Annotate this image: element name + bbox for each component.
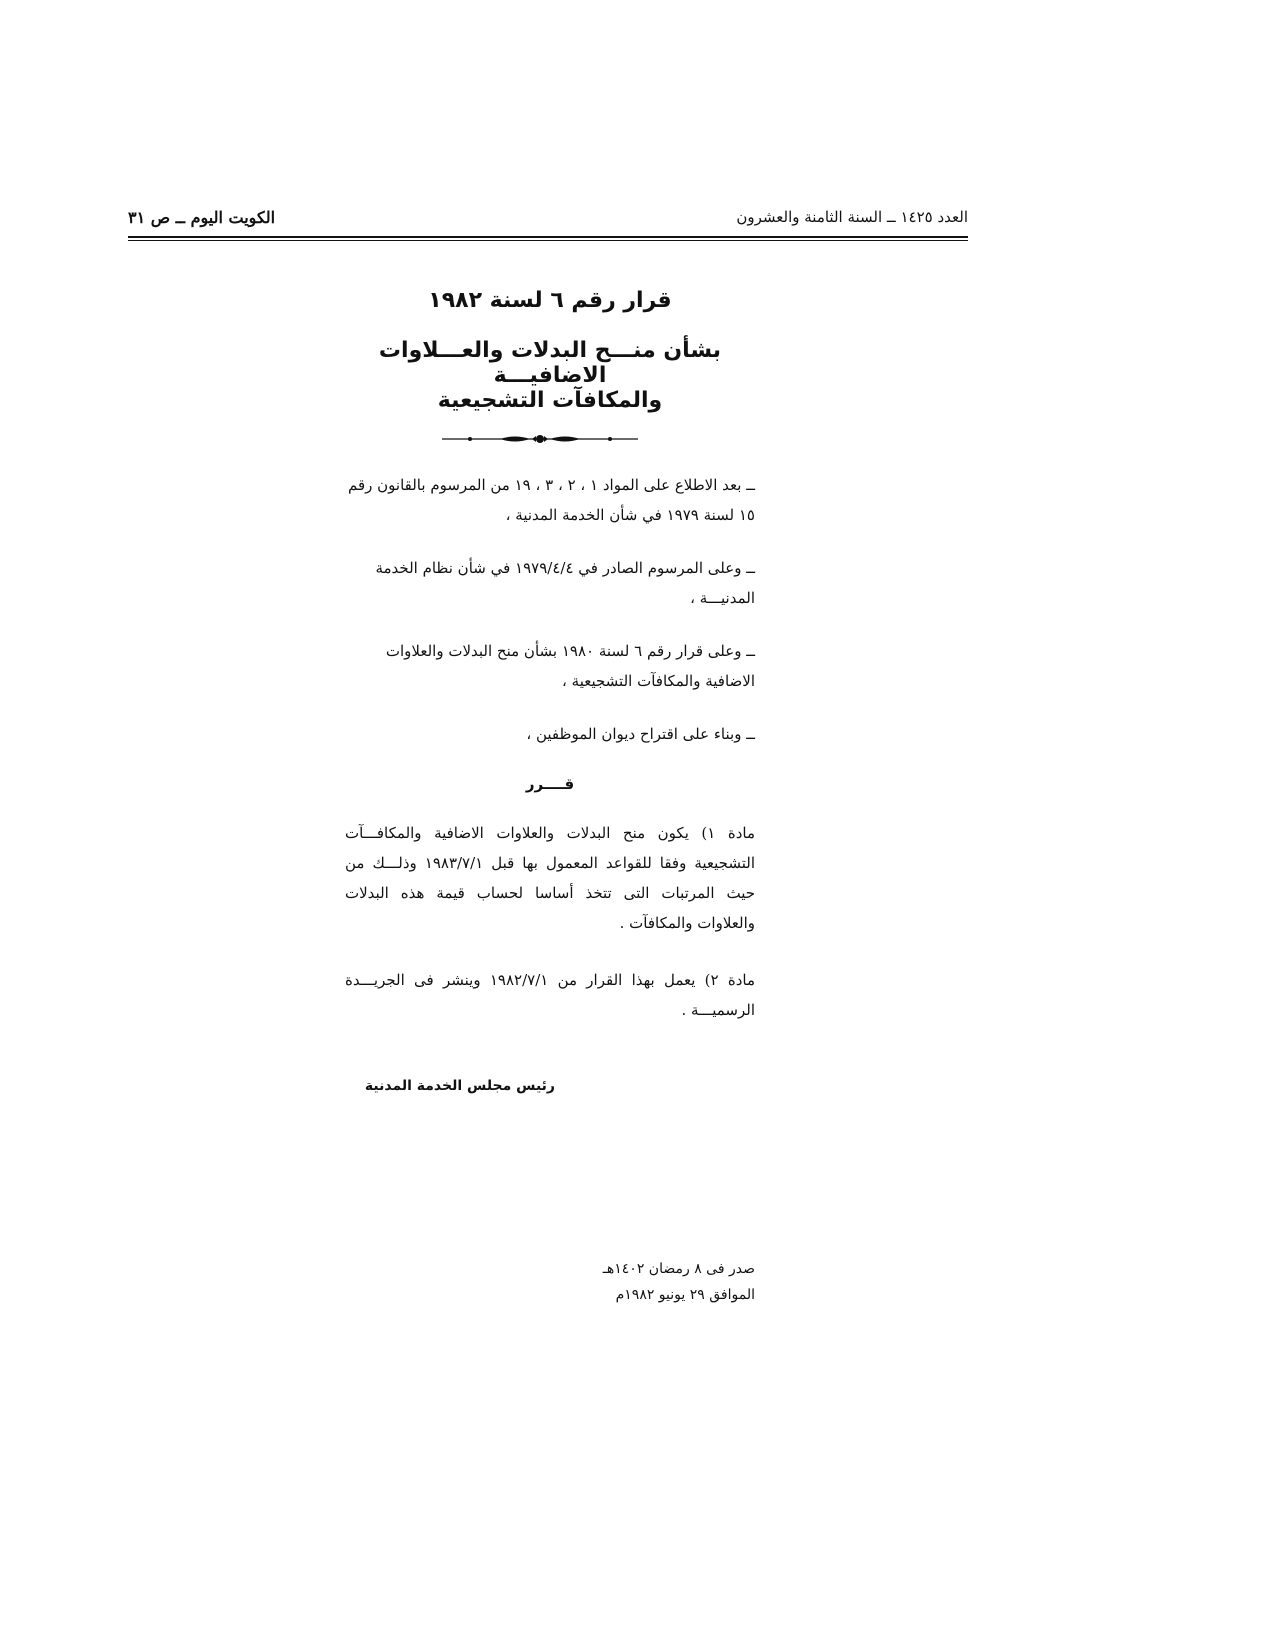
preamble-paragraph: ــ وبناء على اقتراح ديوان الموظفين ، — [526, 725, 755, 743]
issue-date-gregorian: الموافق ٢٩ يونيو ١٩٨٢م — [615, 1287, 755, 1303]
article-2: مادة ٢) يعمل بهذا القرار من ١٩٨٢/٧/١ وينشر فى الجريـــدة الرسميـــة . — [345, 971, 756, 1019]
preamble-paragraph: ــ بعد الاطلاع على المواد ١ ، ٢ ، ٣ ، ١٩ من المرسوم بالقانون رقم ١٥ لسنة ١٩٧٩ في شأن الخدمة المدنية ، — [347, 476, 755, 524]
issue-date-hijri: صدر فى ٨ رمضان ١٤٠٢هـ — [602, 1261, 755, 1277]
decision-title: قرار رقم ٦ لسنة ١٩٨٢ — [428, 288, 672, 313]
preamble-paragraph: ــ وعلى المرسوم الصادر في ١٩٧٩/٤/٤ في شأن نظام الخدمة المدنيـــة ، — [375, 559, 755, 607]
decree-heading: قــــرر — [525, 775, 575, 793]
signatory-title: رئيس مجلس الخدمة المدنية — [364, 1078, 555, 1094]
issue-info: العدد ١٤٢٥ ــ السنة الثامنة والعشرون — [736, 208, 968, 226]
ornament-divider — [440, 432, 640, 446]
header-rule-thin — [128, 240, 968, 241]
header-rule-thick — [128, 236, 968, 238]
article-1: مادة ١) يكون منح البدلات والعلاوات الاضافية والمكافـــآت التشجيعية وفقا للقواعد المعمول بها قبل ١٩٨٣/٧/١ وذلـــك من حيث المرتبات التى تتخذ أساسا لحساب قيمة هذه البدلات والعلاوات والمكافآت . — [345, 824, 756, 932]
issue-date-block — [555, 1256, 755, 1308]
newspaper-page-label: الكويت اليوم ــ ص ٣١ — [128, 208, 276, 227]
page-header — [128, 208, 968, 232]
decision-subject-line-1: بشأن منـــح البدلات والعـــلاوات الاضافيـــة — [378, 338, 722, 388]
preamble-paragraph: ــ وعلى قرار رقم ٦ لسنة ١٩٨٠ بشأن منح البدلات والعلاوات الاضافية والمكافآت التشجيعية ، — [385, 642, 755, 690]
decision-subject-line-2: والمكافآت التشجيعية — [437, 388, 663, 413]
